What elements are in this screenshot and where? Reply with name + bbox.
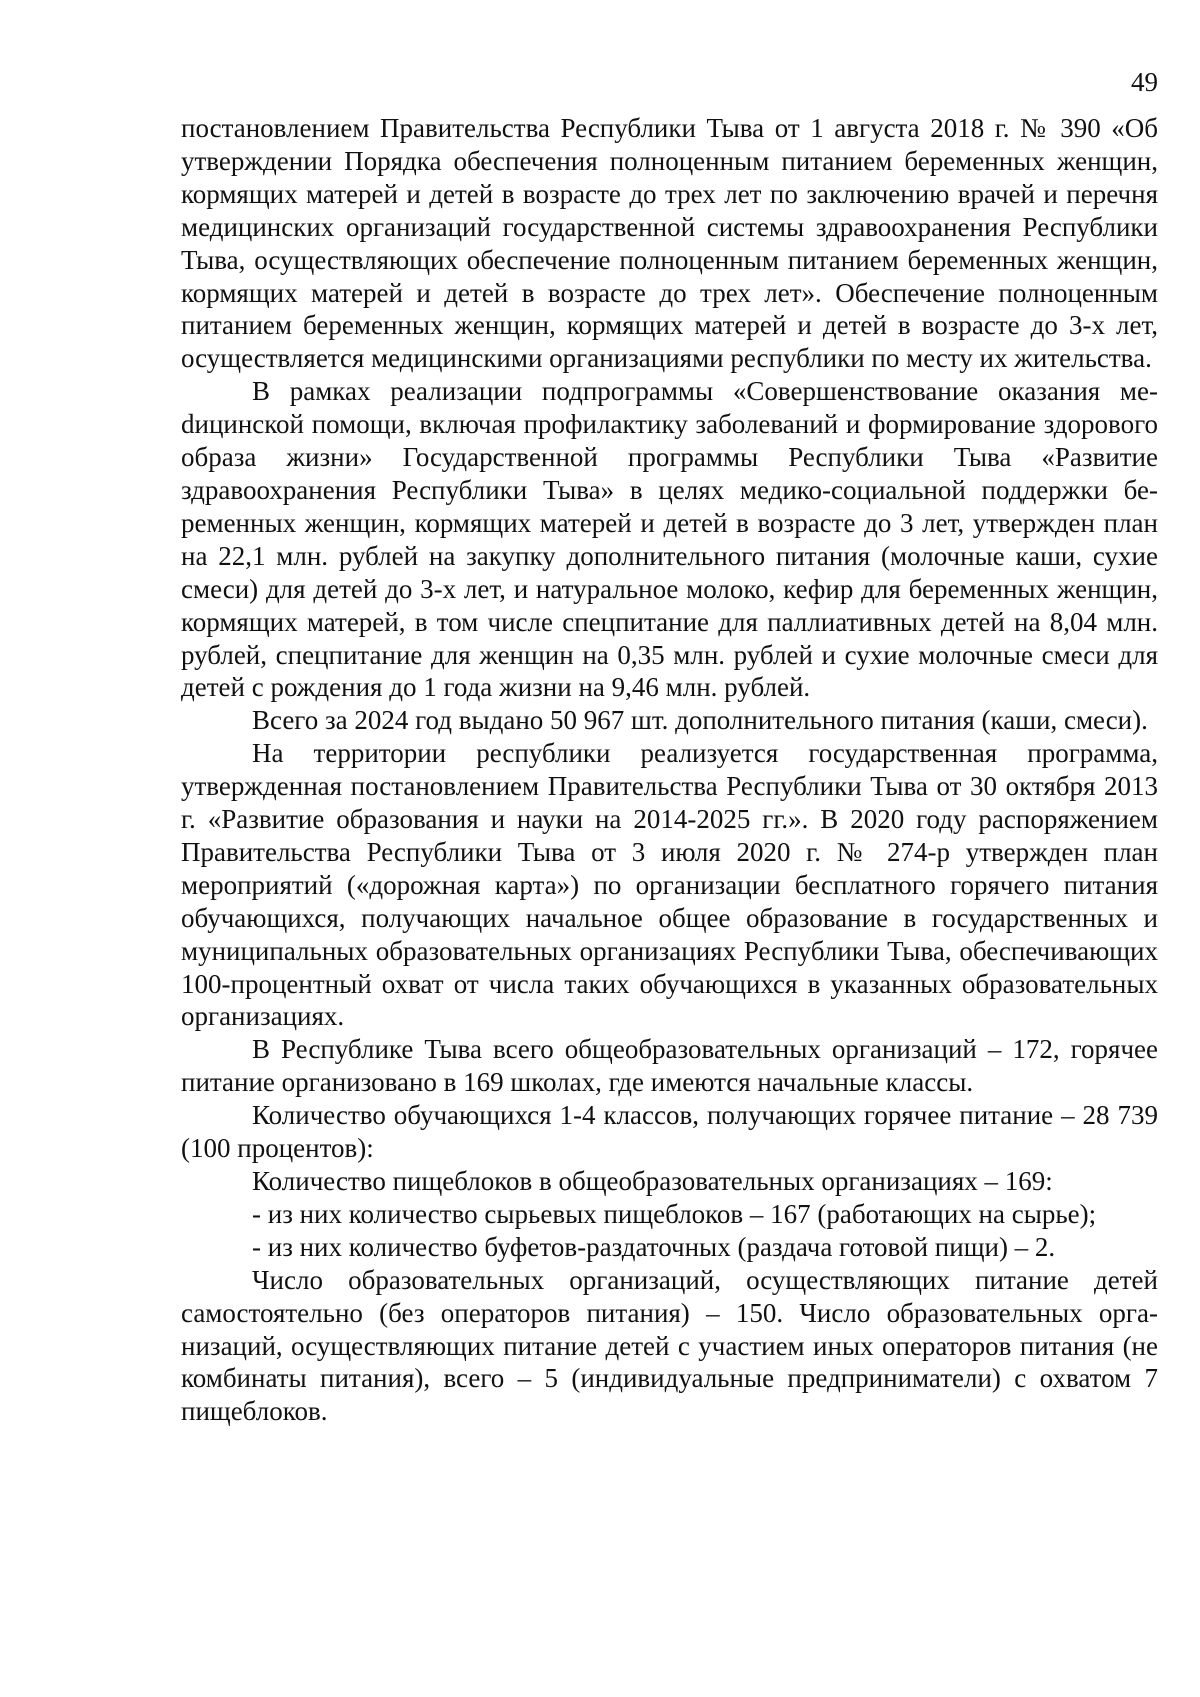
paragraph-state-program: На территории республики реализуется государственная программа, утвержденная постановлением Правительства Республики Тыва от 30 октября 2013 г. «Развитие образования и науки на 2014-2025 гг.». В 2020 году распоряжением Правительства Республики Тыва от 3 июля 2020 г. № 274-р утвержден план мероприятий («дорожная карта») по организации бесплатного горячего питания обучающихся, получающих начальное общее образование в государственных и муниципальных образовательных организациях Республики Тыва, обеспечивающих 100-процентный охват от числа таких обучающихся в указанных образовательных организациях. (181, 738, 1158, 1032)
list-item-buffets: - из них количество буфетов-раздаточных (раздача готовой пищи) – 2. (252, 1231, 1056, 1262)
paragraph-2024-issued: Всего за 2024 год выдано 50 967 шт. дополнительного питания (каши, смеси). (252, 705, 1148, 736)
page-number: 49 (1131, 67, 1158, 97)
list-item-raw-kitchens: - из них количество сырьевых пищеблоков – 167 (работающих на сырье); (252, 1198, 1097, 1229)
paragraph-subprogram-funding: В рамках реализации подпрограммы «Совершенствование оказания меdицинской помощи, включая профилактику заболеваний и формирование здорового образа жизни» Государственной программы Республики Тыва «Развитие здравоохранения Республики Тыва» в целях медико-социальной поддержки беременных женщин, кормящих матерей и детей в возрасте до 3 лет, утвержден план на 22,1 млн. рублей на закупку дополнительного питания (молочные каши, сухие смеси) для детей до 3-х лет, и натуральное молоко, кефир для беременных женщин, кормящих матерей, в том числе спецпитание для паллиативных детей на 8,04 млн. рублей, спецпитание для женщин на 0,35 млн. рублей и сухие молочные смеси для детей с рождения до 1 года жизни на 9,46 млн. рублей. (181, 376, 1158, 703)
paragraph-schools-count: В Республике Тыва всего общеобразовательных организаций – 172, горячее питание организовано в 169 школах, где имеются начальные классы. (181, 1034, 1158, 1098)
paragraph-resolution-reference: постановлением Правительства Республики Тыва от 1 августа 2018 г. № 390 «Об утверждении Порядка обеспечения полноценным питанием беременных женщин, кормящих матерей и детей в возрасте до трех лет по заключению врачей и перечня медицинских организаций государственной системы здравоохранения Республики Тыва, осуществляющих обеспечение полноценным питанием беременных женщин, кормящих матерей и детей в возрасте до трех лет». Обеспечение полноценным питанием беременных женщин, кормящих матерей и детей в возрасте до 3-х лет, осуществляется медицинскими организациями республики по месту их жительства. (181, 113, 1158, 374)
paragraph-students-count: Количество обучающихся 1-4 классов, получающих горячее питание – 28 739 (100 процентов): (181, 1100, 1158, 1164)
paragraph-operators: Число образовательных организаций, осуществляющих питание детей самостоятельно (без операторов питания) – 150. Число образовательных организаций, осуществляющих питание детей с участием иных операторов питания (не комбинаты питания), всего – 5 (индивидуальные предприниматели) с охватом 7 пищеблоков. (181, 1264, 1158, 1427)
paragraph-kitchens-count: Количество пищеблоков в общеобразовательных организациях – 169: (252, 1166, 1053, 1196)
document-body (181, 112, 1158, 1428)
